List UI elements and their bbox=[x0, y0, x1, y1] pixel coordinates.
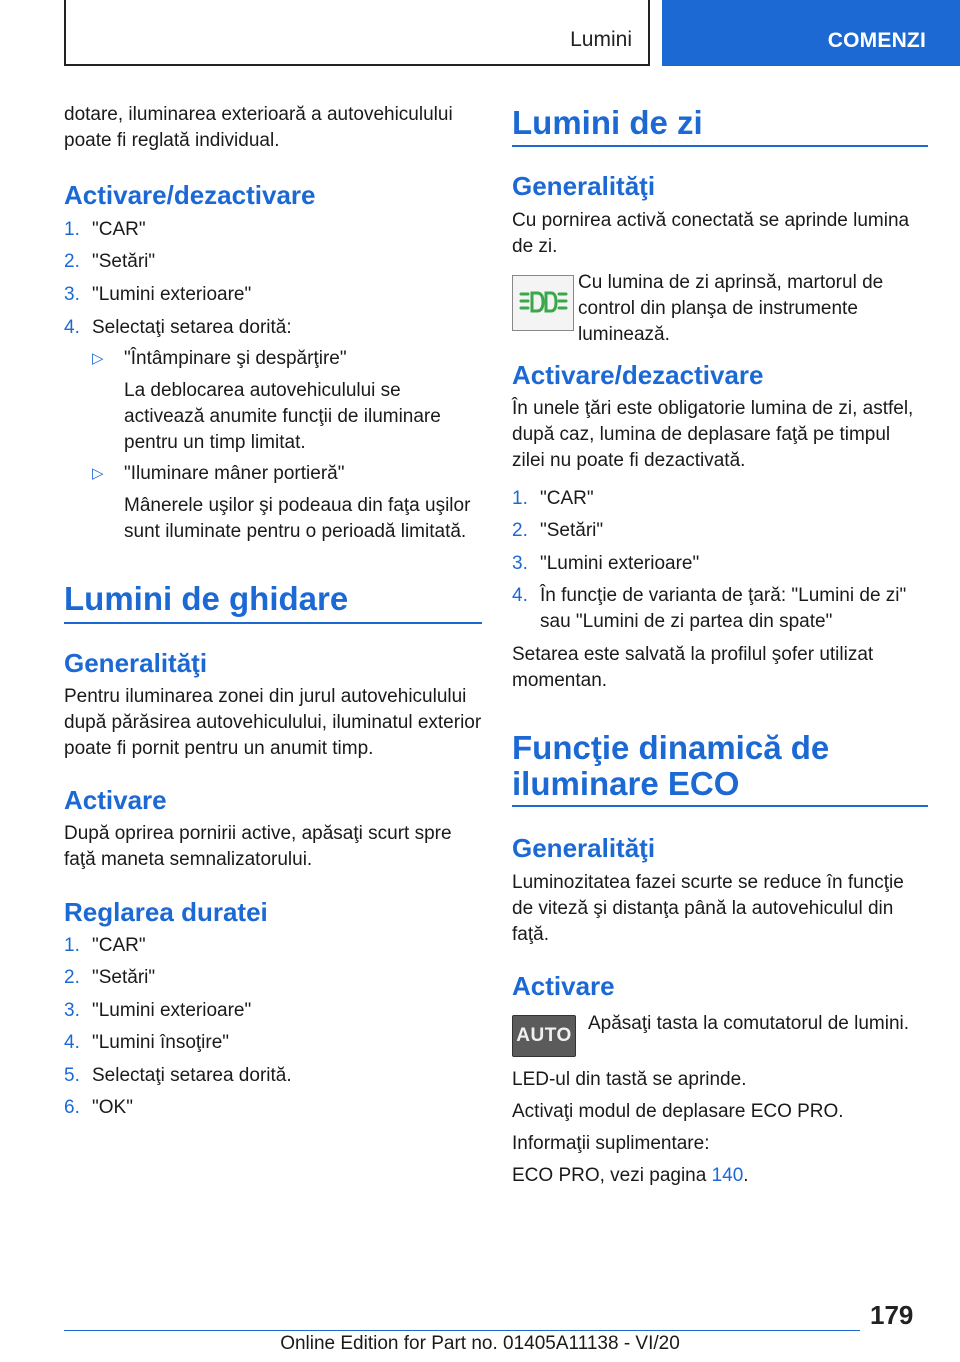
daytime-light-icon bbox=[518, 288, 568, 318]
chapter-title: Lumini bbox=[570, 28, 632, 51]
chapter-header bbox=[64, 0, 650, 66]
list-item: 1. "CAR" bbox=[64, 935, 146, 956]
list-item: 2. "Setări" bbox=[64, 251, 156, 272]
divider bbox=[512, 145, 928, 147]
list-item: 6. "OK" bbox=[64, 1097, 133, 1118]
footer-edition: Online Edition for Part no. 01405A11138 - VI/20 bbox=[280, 1333, 680, 1354]
zi-act-after: Setarea este salvată la profilul şofer utilizat momentan. bbox=[512, 644, 874, 691]
page-number: 179 bbox=[870, 1300, 914, 1330]
list-item: 1. "CAR" bbox=[64, 219, 146, 240]
zi-icon-text: Cu lumina de zi aprinsă, martorul de control din planşa de instrumente luminează. bbox=[578, 272, 884, 345]
eco-act-heading: Activare bbox=[512, 971, 615, 1001]
generalitati-text: Pentru iluminarea zonei din jurul autovehiculului după părăsirea autovehiculului, iluminatul exterior poate fi pornit pentru un anumit timp. bbox=[64, 686, 482, 759]
eco-heading-line1: Funcţie dinamică de bbox=[512, 729, 830, 766]
option-welcome bbox=[92, 346, 482, 456]
bullet-item: ▷ "Iluminare mâner portieră" bbox=[92, 461, 482, 487]
section-tab bbox=[662, 0, 960, 66]
list-item: 3. "Lumini exterioare" bbox=[64, 284, 252, 305]
list-item: 4. Selectaţi setarea dorită: bbox=[64, 317, 292, 338]
option-handle bbox=[92, 461, 482, 545]
bullet-item: ▷ "Întâmpinare şi despărţire" bbox=[92, 346, 482, 372]
activare-steps bbox=[64, 217, 482, 348]
triangle-bullet-icon: ▷ bbox=[92, 350, 104, 367]
divider bbox=[512, 805, 928, 807]
section-title: COMENZI bbox=[827, 29, 926, 52]
zi-gen-heading: Generalităţi bbox=[512, 171, 656, 201]
daytime-light-indicator bbox=[512, 275, 574, 331]
list-item: 1. "CAR" bbox=[512, 488, 594, 509]
list-item: 2. "Setări" bbox=[512, 520, 604, 541]
list-item: 2. "Setări" bbox=[64, 967, 156, 988]
list-item: 4. În funcţie de varianta de ţară: "Lumini de zi" sau "Lumini de zi partea din spate" bbox=[512, 585, 907, 632]
eco-gen-heading: Generalităţi bbox=[512, 833, 656, 863]
zi-act-steps bbox=[512, 486, 928, 635]
page-link[interactable]: 140 bbox=[711, 1165, 744, 1186]
eco-mode-text: Activaţi modul de deplasare ECO PRO. bbox=[512, 1101, 844, 1122]
activare-heading: Activare/dezactivare bbox=[64, 180, 316, 210]
durata-steps bbox=[64, 933, 482, 1128]
generalitati-heading: Generalităţi bbox=[64, 648, 208, 678]
eco-gen-text: Luminozitatea fazei scurte se reduce în funcţie de viteză şi distanţa până la autovehiculul din faţă. bbox=[512, 872, 904, 945]
activare2-text: După oprirea pornirii active, apăsaţi scurt spre faţă maneta semnalizatorului. bbox=[64, 823, 452, 870]
list-item: 4. "Lumini însoţire" bbox=[64, 1032, 230, 1053]
divider bbox=[64, 622, 482, 624]
activare2-heading: Activare bbox=[64, 785, 167, 815]
footer-divider bbox=[64, 1330, 860, 1331]
list-item: 5. Selectaţi setarea dorită. bbox=[64, 1065, 292, 1086]
eco-reference: ECO PRO, vezi pagina 140. bbox=[512, 1165, 749, 1186]
intro-text: dotare, iluminarea exterioară a autovehiculului poate fi reglată individual. bbox=[64, 104, 453, 151]
zi-act-heading: Activare/dezactivare bbox=[512, 360, 764, 390]
list-item: 3. "Lumini exterioare" bbox=[64, 1000, 252, 1021]
led-text: LED-ul din tastă se aprinde. bbox=[512, 1069, 747, 1090]
option-welcome-desc: La deblocarea autovehiculului se activează anumite funcţii de iluminare pentru un timp limitat. bbox=[124, 380, 441, 453]
zi-gen-text: Cu pornirea activă conectată se aprinde lumina de zi. bbox=[512, 210, 910, 257]
auto-button-icon: AUTO bbox=[512, 1015, 576, 1057]
durata-heading: Reglarea duratei bbox=[64, 897, 268, 927]
auto-text: Apăsaţi tasta la comutatorul de lumini. bbox=[588, 1013, 910, 1034]
eco-heading-line2: iluminare ECO bbox=[512, 765, 740, 802]
option-handle-desc: Mânerele uşilor şi podeaua din faţa uşilor sunt iluminate pentru o perioadă limitată. bbox=[124, 495, 471, 542]
ghidare-heading: Lumini de ghidare bbox=[64, 580, 349, 617]
triangle-bullet-icon: ▷ bbox=[92, 465, 104, 482]
zi-act-text: În unele ţări este obligatorie lumina de zi, astfel, după caz, lumina de deplasare faţă pe timpul zilei nu poate fi dezactivată. bbox=[512, 398, 914, 471]
info-text: Informaţii suplimentare: bbox=[512, 1133, 710, 1154]
zi-heading: Lumini de zi bbox=[512, 104, 703, 141]
list-item: 3. "Lumini exterioare" bbox=[512, 553, 700, 574]
